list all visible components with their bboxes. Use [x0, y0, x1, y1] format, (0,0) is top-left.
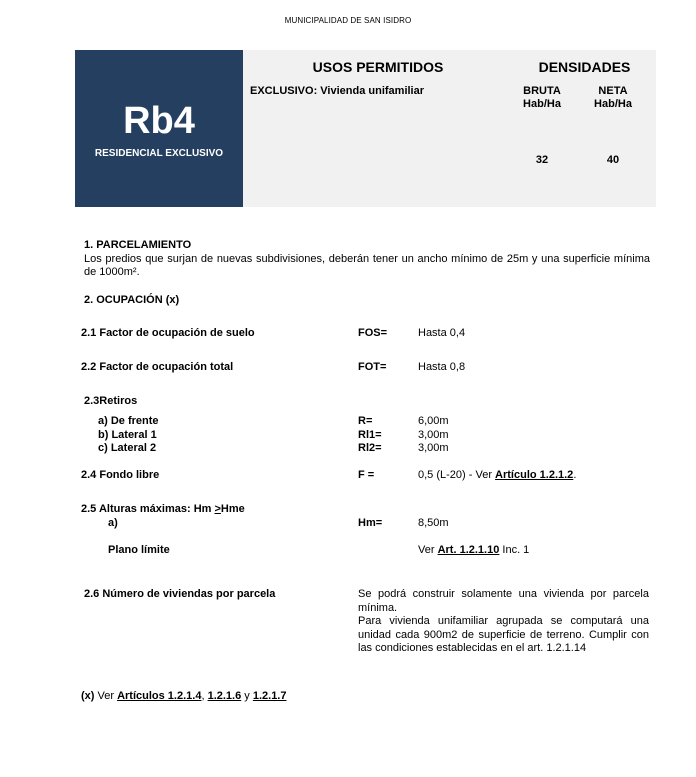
footnote-text: Ver — [94, 690, 118, 702]
plano-value — [418, 544, 529, 556]
hm-key: Hm= — [358, 517, 383, 529]
parcelamiento-text: Los predios que surjan de nuevas subdivisiones, deberán tener un ancho mínimo de 25m y una superficie mínima de 1000m². — [84, 253, 650, 278]
retiro-key: R= — [358, 415, 373, 427]
alturas-title-hme: Hme — [220, 503, 245, 515]
neta-unit: Hab/Ha — [594, 98, 632, 110]
fos-key: FOS= — [358, 327, 388, 339]
usos-title: USOS PERMITIDOS — [312, 59, 444, 75]
retiro-label: b) Lateral 1 — [98, 428, 157, 441]
zone-code: Rb4 — [123, 100, 195, 142]
greater-equal-symbol: > — [214, 503, 221, 515]
articulo-1-2-1-6-link[interactable]: 1.2.1.6 — [207, 690, 242, 702]
articulo-1-2-1-2-link[interactable]: Artículo 1.2.1.2 — [495, 469, 574, 481]
retiro-label: c) Lateral 2 — [98, 442, 157, 454]
neta-label: NETA — [598, 85, 628, 97]
plano-value-text: Ver — [418, 544, 438, 556]
municipality-header: MUNICIPALIDAD DE SAN ISIDRO — [284, 16, 412, 25]
retiro-label: a) De frente — [98, 415, 159, 427]
fos-value: Hasta 0,4 — [418, 327, 466, 339]
retiros-values — [418, 415, 449, 456]
retiros-labels — [98, 415, 159, 456]
parcelamiento-title: 1. PARCELAMIENTO — [84, 239, 192, 251]
fondo-key: F = — [358, 469, 375, 481]
zone-badge — [75, 50, 243, 207]
hm-value: 8,50m — [418, 517, 449, 529]
bruta-unit: Hab/Ha — [523, 98, 561, 110]
viviendas-text — [358, 588, 649, 656]
retiros-title: 2.3Retiros — [84, 395, 138, 407]
neta-header — [579, 85, 647, 111]
retiro-key: Rl1= — [358, 428, 382, 441]
plano-label: Plano límite — [108, 544, 170, 556]
alturas-title — [81, 503, 245, 515]
footnote-mark: (x) — [81, 690, 95, 702]
retiro-value: 3,00m — [418, 442, 449, 454]
fondo-value — [418, 469, 576, 481]
zone-summary-panel — [243, 50, 656, 207]
viviendas-text-1: Se podrá construir solamente una vivienda por parcela mínima. — [358, 588, 649, 614]
fos-label: 2.1 Factor de ocupación de suelo — [81, 327, 255, 339]
ocupacion-title: 2. OCUPACIÓN (x) — [84, 294, 180, 306]
fot-label: 2.2 Factor de ocupación total — [81, 361, 234, 373]
alturas-title-text: 2.5 Alturas máximas: Hm — [81, 503, 215, 515]
fot-value: Hasta 0,8 — [418, 361, 466, 373]
bruta-header — [509, 85, 575, 111]
bruta-label: BRUTA — [523, 85, 561, 97]
densidades-title: DENSIDADES — [538, 59, 631, 75]
fot-key: FOT= — [358, 361, 387, 373]
alturas-item-a: a) — [108, 517, 118, 529]
footnote-sep: , — [201, 690, 208, 702]
articulo-1-2-1-7-link[interactable]: 1.2.1.7 — [252, 690, 287, 702]
bruta-value: 32 — [535, 154, 549, 166]
plano-value-end: Inc. 1 — [499, 544, 530, 556]
fondo-value-end: . — [573, 469, 577, 481]
articulos-1-2-1-4-link[interactable]: Artículos 1.2.1.4 — [117, 690, 202, 702]
footnote — [81, 690, 286, 702]
retiro-key: Rl2= — [358, 442, 382, 454]
fondo-value-text: 0,5 (L-20) - Ver — [418, 469, 496, 481]
retiro-value: 3,00m — [418, 428, 449, 441]
art-1-2-1-10-link[interactable]: Art. 1.2.1.10 — [437, 544, 500, 556]
usos-item: EXCLUSIVO: Vivienda unifamiliar — [250, 85, 425, 97]
zone-name: RESIDENCIAL EXCLUSIVO — [94, 148, 224, 159]
retiros-keys — [358, 415, 382, 456]
retiro-value: 6,00m — [418, 415, 449, 427]
viviendas-text-2: Para vivienda unifamiliar agrupada se computará una unidad cada 900m2 de superficie de terreno. Cumplir con las condiciones establecidas en el art. 1.2.1.14 — [358, 615, 649, 654]
viviendas-label: 2.6 Número de viviendas por parcela — [84, 588, 276, 600]
fondo-label: 2.4 Fondo libre — [81, 469, 160, 481]
footnote-sep: y — [241, 690, 253, 702]
neta-value: 40 — [606, 154, 620, 166]
